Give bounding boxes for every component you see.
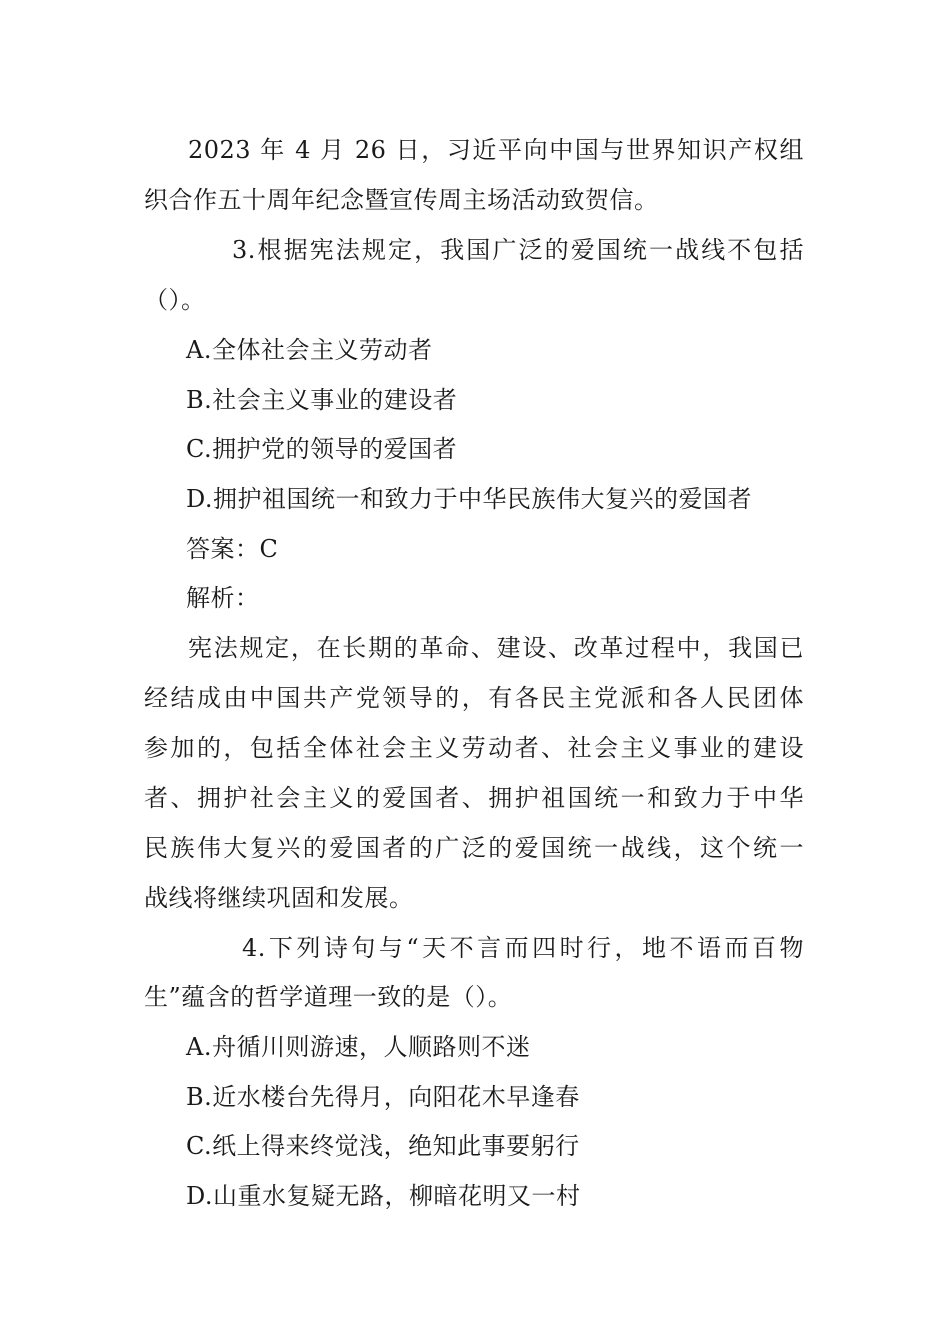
- question-3-analysis-label: 解析：: [186, 584, 260, 612]
- question-3-stem-line-2: （）。: [144, 286, 206, 314]
- question-4-stem-line-2: 生”蕴含的哲学道理一致的是（）。: [144, 983, 513, 1011]
- question-3-analysis-line-1: 宪法规定，在长期的革命、建设、改革过程中，我国已: [188, 634, 804, 662]
- question-3-option-d: D.拥护祖国统一和致力于中华民族伟大复兴的爱国者: [186, 485, 753, 513]
- question-3-analysis-line-4: 者、拥护社会主义的爱国者、拥护祖国统一和致力于中华: [144, 784, 804, 812]
- question-4-option-d: D.山重水复疑无路，柳暗花明又一村: [186, 1182, 581, 1210]
- intro-line-2: 织合作五十周年纪念暨宣传周主场活动致贺信。: [144, 186, 659, 214]
- question-3-analysis-line-6: 战线将继续巩固和发展。: [144, 884, 414, 912]
- question-3-analysis-line-2: 经结成由中国共产党领导的，有各民主党派和各人民团体: [144, 684, 804, 712]
- question-3-stem-line-1: 3.根据宪法规定，我国广泛的爱国统一战线不包括: [232, 236, 804, 264]
- question-4-option-b: B.近水楼台先得月，向阳花木早逢春: [186, 1083, 580, 1111]
- question-3-analysis-line-5: 民族伟大复兴的爱国者的广泛的爱国统一战线，这个统一: [144, 834, 804, 862]
- question-4-stem-line-1: 4.下列诗句与“天不言而四时行，地不语而百物: [242, 934, 804, 962]
- question-3-option-b: B.社会主义事业的建设者: [186, 386, 458, 414]
- question-4-option-a: A.舟循川则游速，人顺路则不迷: [186, 1033, 531, 1061]
- intro-line-1: 2023 年 4 月 26 日，习近平向中国与世界知识产权组: [188, 136, 804, 164]
- question-3-option-a: A.全体社会主义劳动者: [186, 336, 433, 364]
- question-3-option-c: C.拥护党的领导的爱国者: [186, 435, 458, 463]
- question-3-analysis-line-3: 参加的，包括全体社会主义劳动者、社会主义事业的建设: [144, 734, 804, 762]
- question-3-answer: 答案：C: [186, 535, 279, 563]
- question-4-option-c: C.纸上得来终觉浅，绝知此事要躬行: [186, 1132, 580, 1160]
